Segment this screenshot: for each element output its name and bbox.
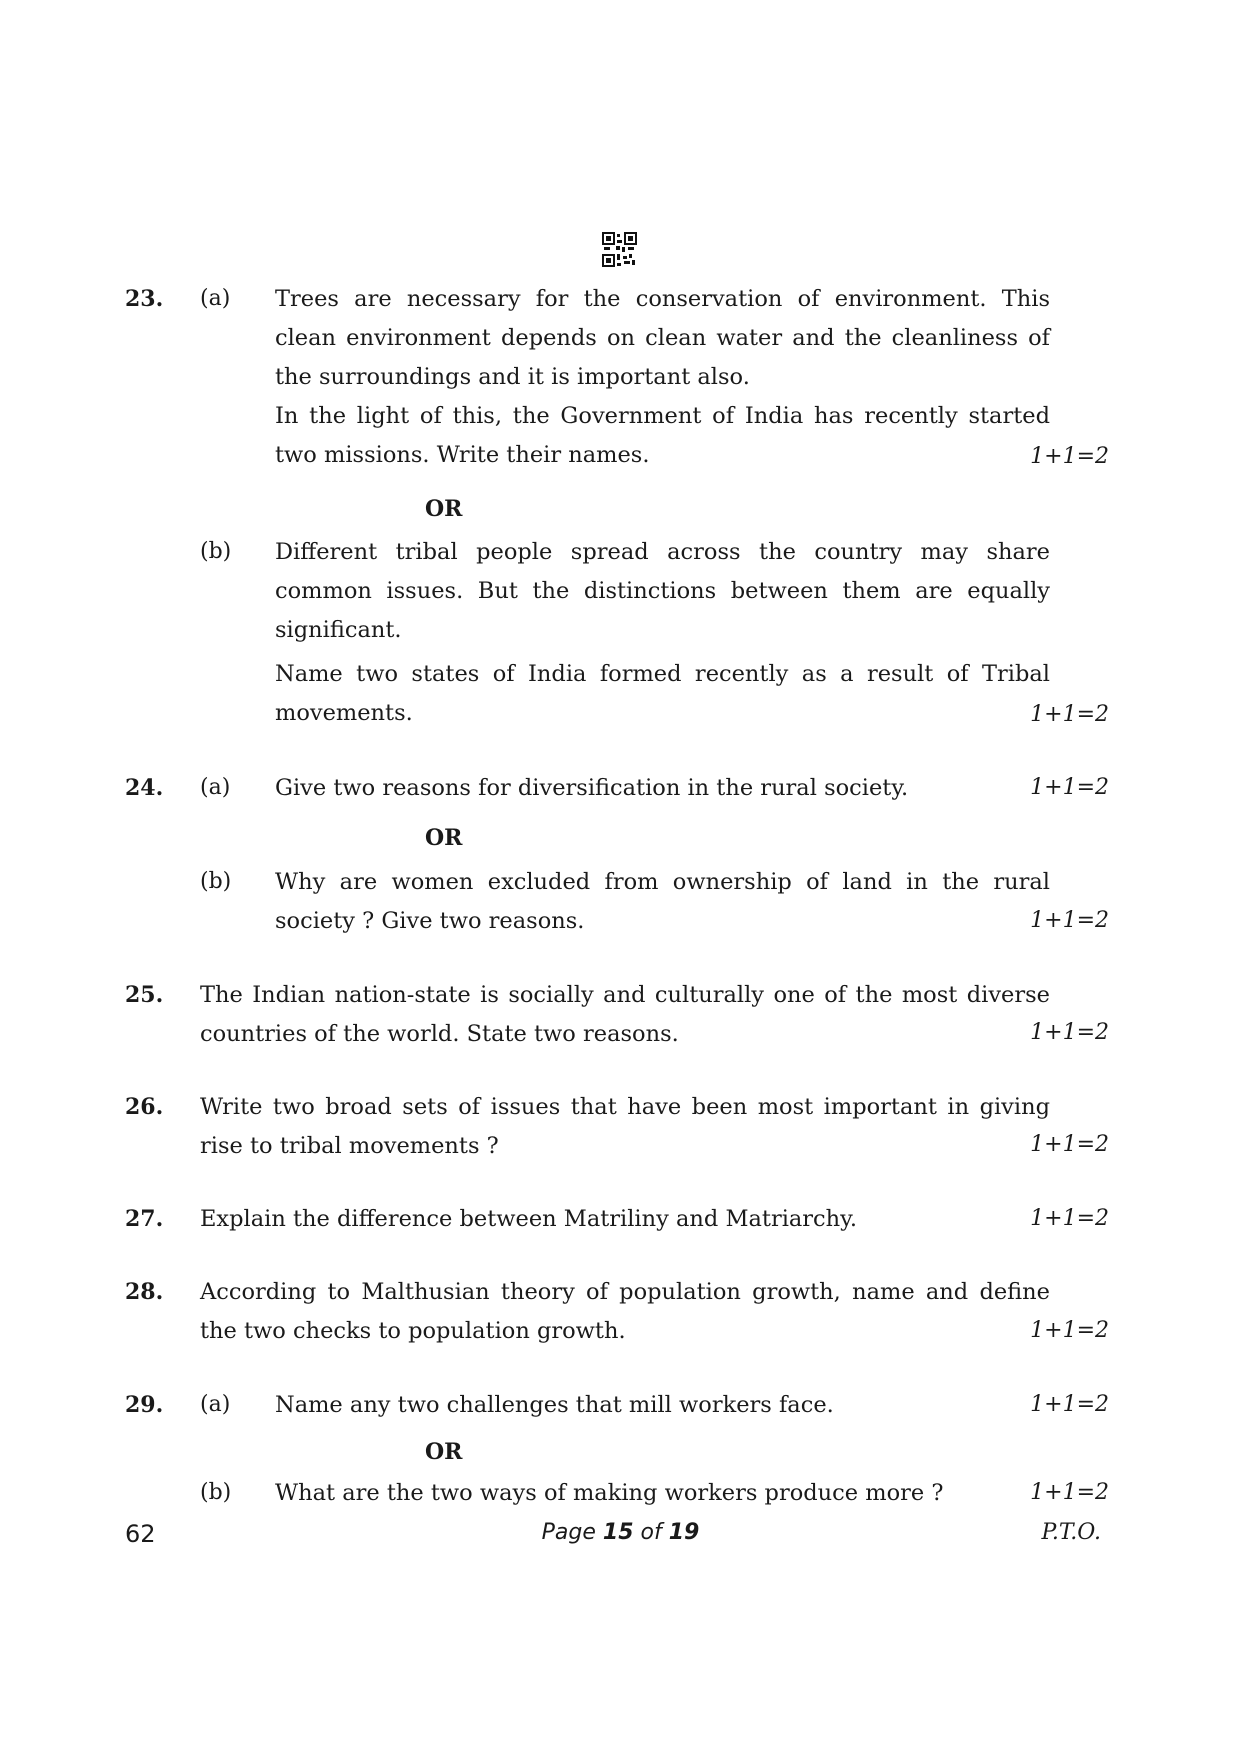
part-label: (a) [200, 775, 231, 800]
paper-code: 62 [125, 1520, 156, 1548]
question-number: 23. [125, 286, 164, 312]
question-23a-paragraph-2: In the light of this, the Government of India has recently started two missions. Write their names. [275, 403, 1050, 468]
question-text: What are the two ways of making workers produce more ? [275, 1480, 944, 1506]
question-23a-paragraph-1: Trees are necessary for the conservation of environment. This clean environment depends on clean water and the cleanliness of the surroundings and it is important also. [275, 286, 1050, 390]
marks: 1+1=2 [1030, 1318, 1109, 1343]
or-divider: OR [425, 825, 463, 851]
marks: 1+1=2 [1030, 1132, 1109, 1157]
question-text: According to Malthusian theory of population growth, name and define the two checks to population growth. [200, 1279, 1050, 1344]
qr-code-icon [602, 232, 637, 267]
marks: 1+1=2 [1030, 702, 1109, 727]
or-divider: OR [425, 496, 463, 522]
part-label: (b) [200, 869, 232, 894]
part-label: (b) [200, 539, 232, 564]
question-text: Give two reasons for diversification in the rural society. [275, 775, 909, 801]
marks: 1+1=2 [1030, 1206, 1109, 1231]
question-number: 28. [125, 1279, 164, 1305]
question-text: Name any two challenges that mill workers face. [275, 1392, 834, 1418]
question-text: Explain the difference between Matriliny and Matriarchy. [200, 1206, 858, 1232]
question-text: Why are women excluded from ownership of land in the rural society ? Give two reasons. [275, 869, 1050, 934]
question-number: 26. [125, 1094, 164, 1120]
page-current: 15 [602, 1520, 634, 1545]
page-total: 19 [668, 1520, 700, 1545]
question-number: 25. [125, 982, 164, 1008]
part-label: (b) [200, 1480, 232, 1505]
marks: 1+1=2 [1030, 775, 1109, 800]
page-prefix: Page [541, 1520, 596, 1545]
page-of: of [640, 1520, 662, 1545]
question-23b-paragraph-1: Different tribal people spread across the country may share common issues. But the distinctions between them are equally significant. [275, 539, 1050, 643]
question-number: 27. [125, 1206, 164, 1232]
question-text: Write two broad sets of issues that have been most important in giving rise to tribal movements ? [200, 1094, 1050, 1159]
question-23b-paragraph-2: Name two states of India formed recently as a result of Tribal movements. [275, 661, 1050, 726]
marks: 1+1=2 [1030, 908, 1109, 933]
part-label: (a) [200, 286, 231, 311]
or-divider: OR [425, 1439, 463, 1465]
pto-label: P.T.O. [1041, 1520, 1101, 1545]
question-number: 29. [125, 1392, 164, 1418]
marks: 1+1=2 [1030, 1020, 1109, 1045]
question-number: 24. [125, 775, 164, 801]
marks: 1+1=2 [1030, 1392, 1109, 1417]
question-text: The Indian nation-state is socially and culturally one of the most diverse countries of the world. State two reasons. [200, 982, 1050, 1047]
marks: 1+1=2 [1030, 444, 1109, 469]
part-label: (a) [200, 1392, 231, 1417]
marks: 1+1=2 [1030, 1480, 1109, 1505]
